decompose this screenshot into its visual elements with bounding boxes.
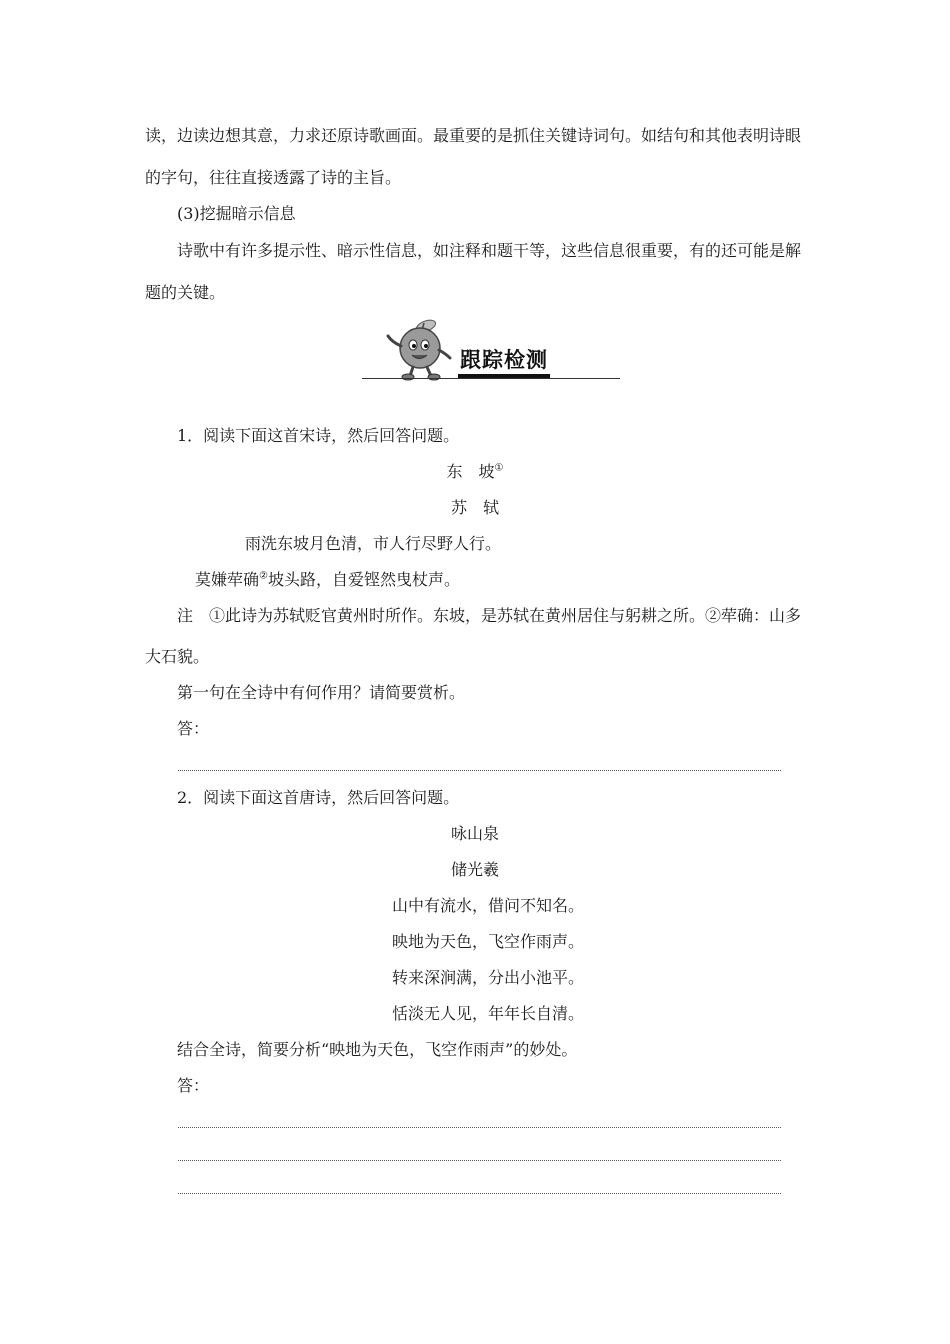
banner-rule <box>362 378 620 379</box>
q2-poem-author: 储光羲 <box>450 860 499 879</box>
section-heading-3: (3)挖掘暗示信息 <box>177 204 296 223</box>
q2-answer-line-3[interactable] <box>178 1193 781 1194</box>
apple-mascot-icon <box>380 318 470 384</box>
footnote-mark-1: ① <box>494 462 504 474</box>
q2-answer-label: 答： <box>177 1076 210 1095</box>
q1-question: 第一句在全诗中有何作用？请简要赏析。 <box>177 683 466 702</box>
footnote-mark-2: ② <box>259 570 268 582</box>
intro-line-2: 的字句，往往直接透露了诗的主旨。 <box>145 168 402 187</box>
q2-poem-title: 咏山泉 <box>450 824 499 843</box>
q1-answer-line[interactable] <box>178 770 781 771</box>
q1-prompt: 1．阅读下面这首宋诗，然后回答问题。 <box>177 426 460 445</box>
q1-poem-author: 苏 轼 <box>450 498 499 517</box>
banner-title: 跟踪检测 <box>460 348 548 372</box>
q1-note-line-1: 注 ①此诗为苏轼贬官黄州时所作。东坡，是苏轼在黄州居住与躬耕之所。②荦确：山多 <box>177 606 802 625</box>
q1-poem-title: 东 坡① <box>446 462 504 481</box>
q1-answer-label: 答： <box>177 719 210 738</box>
intro-paragraph-line-1: 诗歌中有许多提示性、暗示性信息，如注释和题干等，这些信息很重要，有的还可能是解 <box>177 241 802 260</box>
q2-verse-2: 映地为天色，飞空作雨声。 <box>392 932 585 951</box>
intro-line-1: 读，边读边想其意，力求还原诗歌画面。最重要的是抓住关键诗词句。如结句和其他表明诗眼 <box>145 126 802 145</box>
q2-verse-1: 山中有流水，借问不知名。 <box>392 896 585 915</box>
q1-note-line-2: 大石貌。 <box>145 647 210 666</box>
q1-verse-2: 莫嫌荦确②坡头路，自爱铿然曳杖声。 <box>195 570 460 589</box>
intro-paragraph-line-2: 题的关键。 <box>145 283 226 302</box>
q2-answer-line-1[interactable] <box>178 1127 781 1128</box>
q1-verse-1: 雨洗东坡月色清，市人行尽野人行。 <box>245 534 502 553</box>
section-banner <box>362 318 622 384</box>
q2-question: 结合全诗，简要分析“映地为天色，飞空作雨声”的妙处。 <box>177 1040 578 1059</box>
q2-prompt: 2．阅读下面这首唐诗，然后回答问题。 <box>177 788 460 807</box>
q2-answer-line-2[interactable] <box>178 1160 781 1161</box>
q2-verse-4: 恬淡无人见，年年长自清。 <box>392 1004 585 1023</box>
q2-verse-3: 转来深涧满，分出小池平。 <box>392 968 585 987</box>
